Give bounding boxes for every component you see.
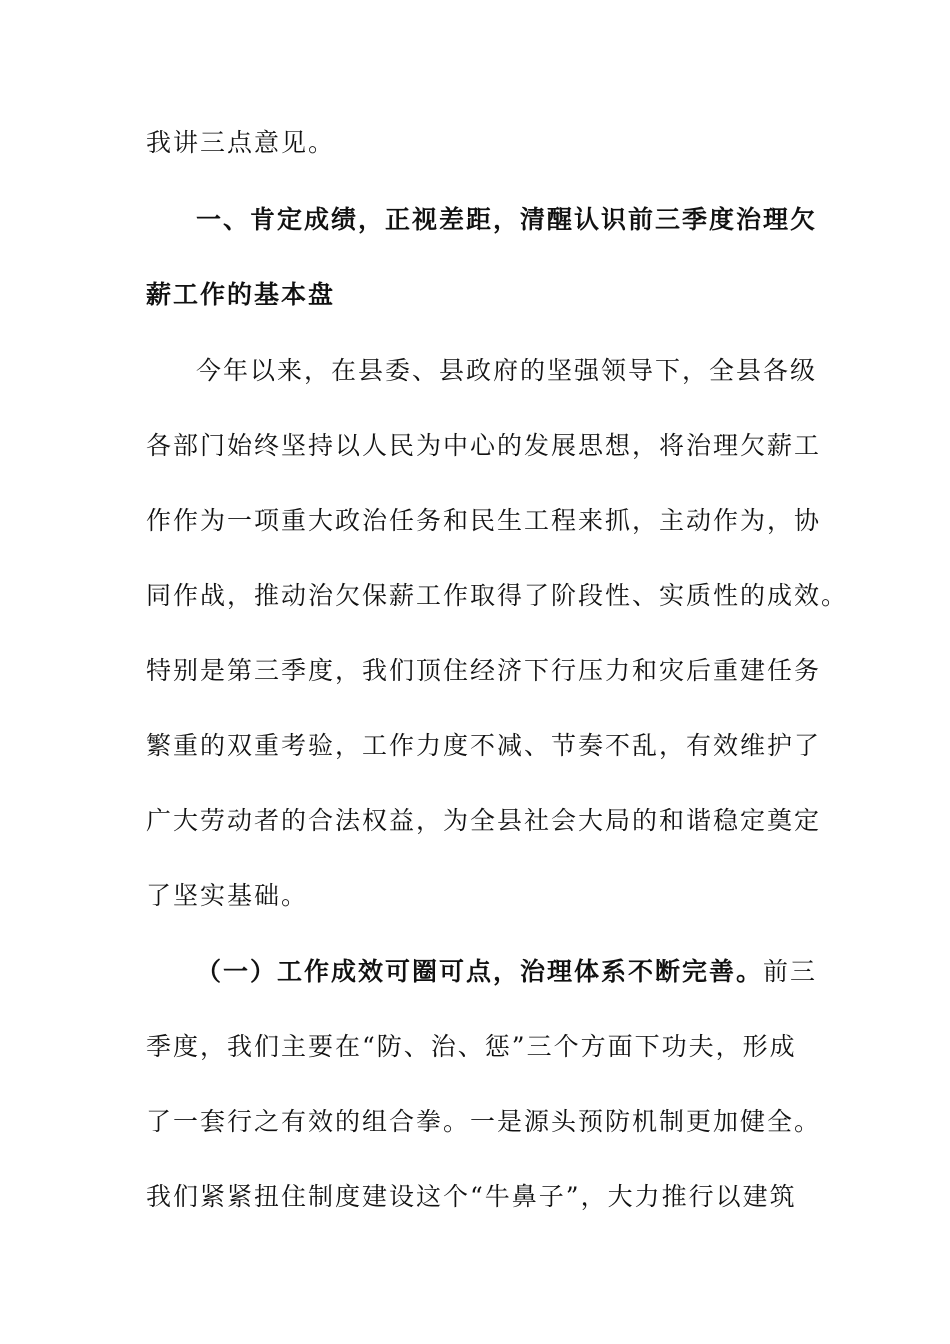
subsection-line — [196, 957, 817, 987]
subsection-heading: （一）工作成效可圈可点，治理体系不断完善。 — [196, 957, 764, 986]
body-line: 了一套行之有效的组合拳。一是源头预防机制更加健全。 — [146, 1107, 822, 1136]
section-heading-line-2: 薪工作的基本盘 — [146, 280, 336, 309]
subsection-text-start: 前三 — [763, 957, 818, 986]
body-line: 繁重的双重考验，工作力度不减、节奏不乱，有效维护了 — [146, 731, 822, 760]
body-line: 各部门始终坚持以人民为中心的发展思想，将治理欠薪工 — [146, 431, 822, 460]
body-line: 季度，我们主要在“防、治、惩”三个方面下功夫，形成 — [146, 1032, 797, 1061]
body-line: 作作为一项重大政治任务和民生工程来抓，主动作为，协 — [146, 506, 822, 535]
paragraph-intro: 我讲三点意见。 — [146, 128, 336, 157]
body-line: 广大劳动者的合法权益，为全县社会大局的和谐稳定奠定 — [146, 806, 822, 835]
body-line: 同作战，推动治欠保薪工作取得了阶段性、实质性的成效。 — [146, 581, 849, 610]
body-line: 特别是第三季度，我们顶住经济下行压力和灾后重建任务 — [146, 656, 822, 685]
body-line: 我们紧紧扭住制度建设这个“牛鼻子”，大力推行以建筑 — [146, 1182, 797, 1211]
body-line: 今年以来，在县委、县政府的坚强领导下，全县各级 — [196, 356, 818, 385]
section-heading-line-1: 一、肯定成绩，正视差距，清醒认识前三季度治理欠 — [196, 205, 818, 234]
body-line: 了坚实基础。 — [146, 881, 309, 910]
